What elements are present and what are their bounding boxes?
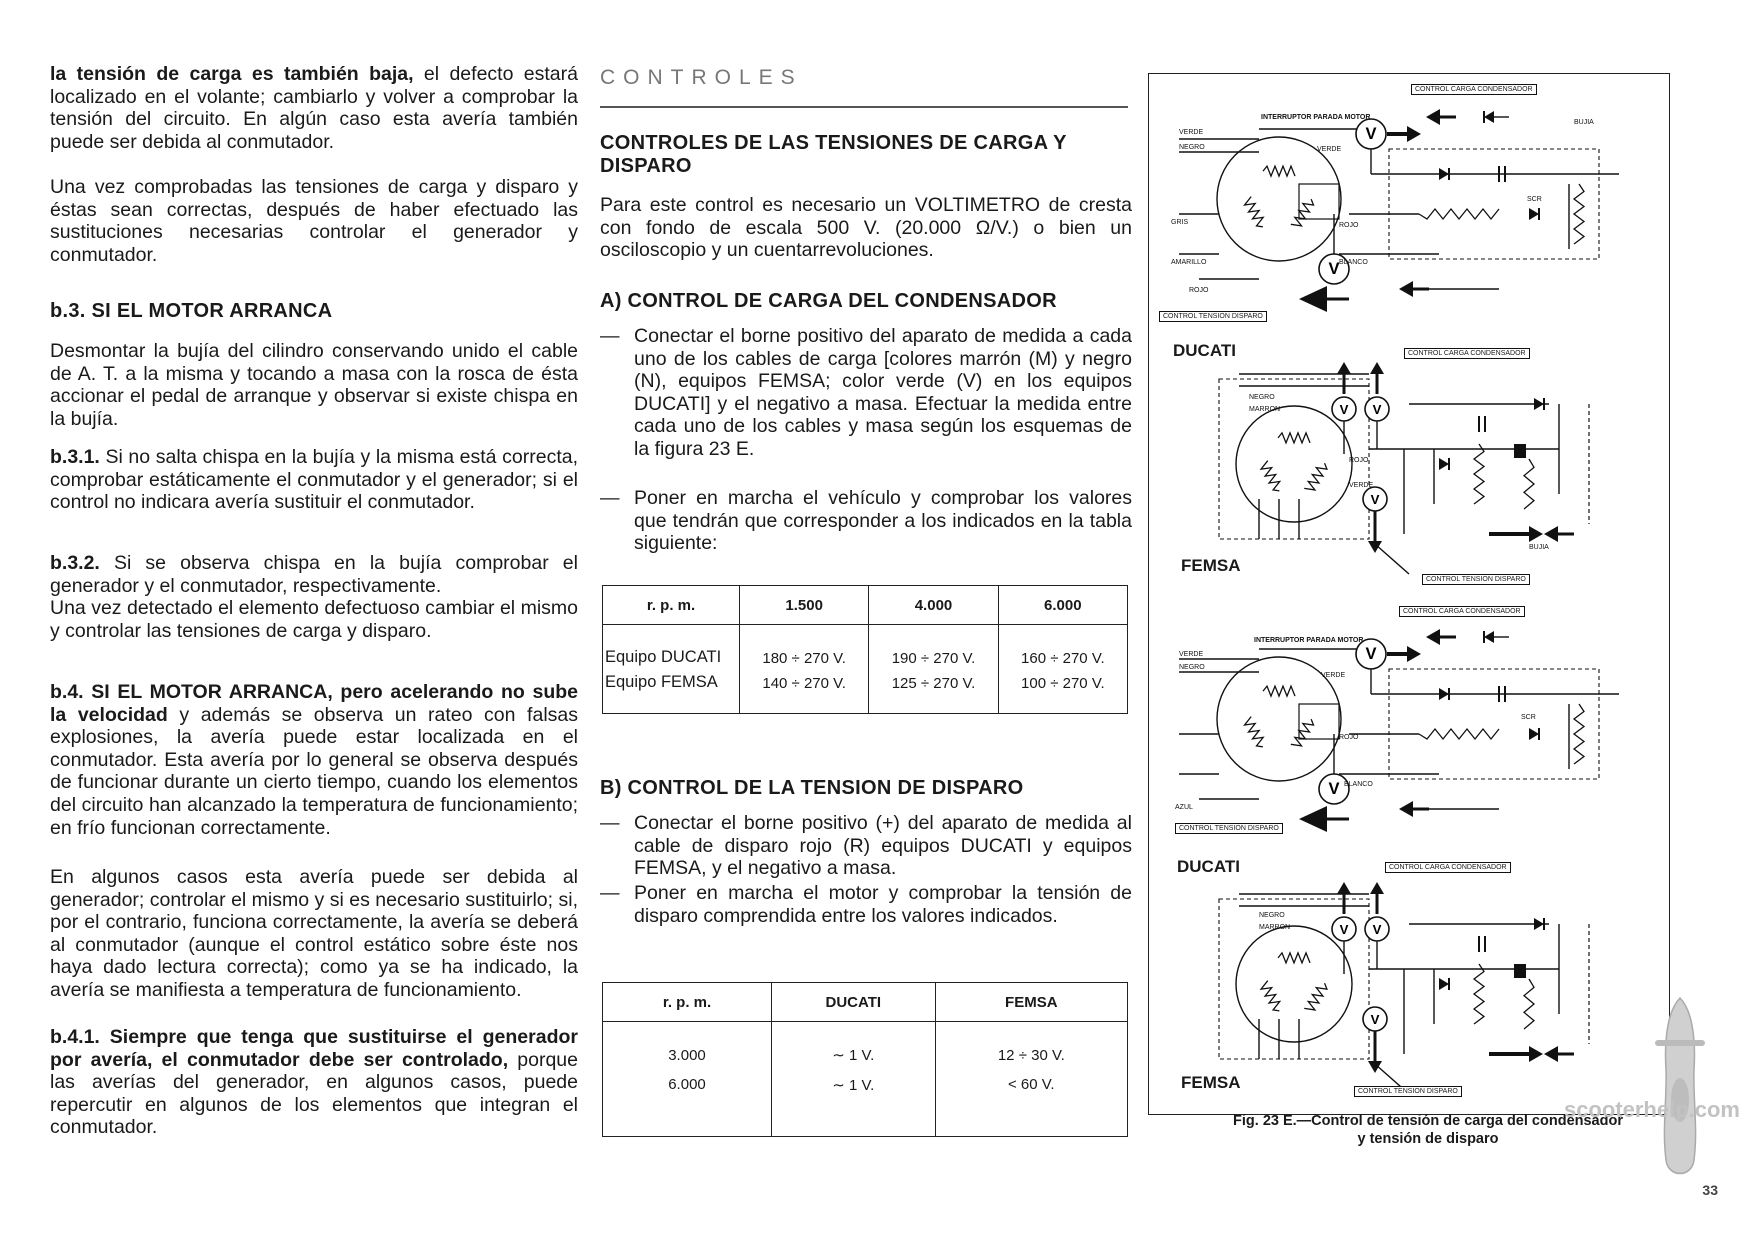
table-cell: 180 ÷ 270 V.	[740, 625, 869, 668]
voltmeter-label: V	[1370, 492, 1380, 507]
arrow-icon	[1544, 1046, 1558, 1062]
diode-icon	[1439, 458, 1449, 470]
voltmeter-label: V	[1328, 780, 1340, 798]
list-item-conectar-disparo: — Conectar el borne positivo (+) del aparato de medida al cable de disparo rojo (R) equipos DUCATI y equipos FEMSA, y el negativo a masa.	[600, 812, 1132, 880]
coil-icon	[1263, 166, 1295, 176]
coil-icon	[1474, 444, 1484, 504]
wire-label: VERDE	[1179, 651, 1204, 658]
table-cell: 12 ÷ 30 V.	[935, 1022, 1127, 1065]
coil-icon	[1304, 981, 1329, 1014]
table-row	[603, 625, 1128, 668]
caption-line-2: y tensión de disparo	[1357, 1131, 1499, 1147]
voltmeter-label: V	[1370, 1012, 1380, 1027]
coil-icon	[1243, 717, 1268, 750]
coil-icon	[1574, 704, 1584, 764]
table-cell: 190 ÷ 270 V.	[869, 625, 998, 668]
heading-control-carga: A) CONTROL DE CARGA DEL CONDENSADOR	[600, 290, 1057, 312]
paragraph-b41: b.4.1. Siempre que tenga que sustituirse el generador por avería, el conmutador debe ser controlado, porque las averías del generador, en algunos casos, puede repercutir en algunos de los elementos que integran el conmutador.	[50, 1026, 578, 1139]
table-header-cell: 4.000	[869, 586, 998, 625]
table-header-cell: r. p. m.	[603, 983, 772, 1022]
box-control-disparo-2: CONTROL TENSION DISPARO	[1422, 574, 1530, 585]
scooter-logo-icon	[1650, 990, 1710, 1190]
list-item-conectar-carga: — Conectar el borne positivo del aparato de medida a cada uno de los cables de carga [colores marrón (M) y negro (N), equipos FEMSA; color verde (V) en los equipos DUCATI] y el negativo a masa. Efectuar la medida entre cada uno de los cables y masa según los esquemas de la figura 23 E.	[600, 325, 1132, 460]
coil-icon	[1574, 184, 1584, 244]
wire-label: VERDE	[1179, 129, 1204, 136]
table-cell: 160 ÷ 270 V.	[998, 625, 1127, 668]
voltmeter-label: V	[1339, 922, 1349, 937]
arrow-icon	[1529, 1046, 1543, 1062]
wire-label: BLANCO	[1339, 259, 1368, 266]
table-header-row	[603, 586, 1128, 625]
box-control-carga-4: CONTROL CARGA CONDENSADOR	[1385, 862, 1511, 873]
arrow-icon	[1426, 109, 1440, 125]
paragraph-b4: b.4. SI EL MOTOR ARRANCA, pero acelerando no sube la velocidad y además se observa un rateo con falsas explosiones, la avería puede estar localizada en el conmutador. Esta avería por lo general se observa después de funcionar durante un cierto tiempo, cuando los elementos del circuito han alcanzado la temperatura de funcionamiento; en frío funcionan correctamente.	[50, 681, 578, 839]
wire-label: VERDE	[1317, 146, 1342, 153]
table-cell: 100 ÷ 270 V.	[998, 667, 1127, 714]
diode-icon	[1529, 728, 1539, 740]
wire-label: VERDE	[1321, 672, 1346, 679]
pickup-icon	[1299, 184, 1339, 219]
label-interruptor-1: INTERRUPTOR PARADA MOTOR	[1261, 114, 1371, 121]
voltmeter-label: V	[1339, 402, 1349, 417]
table-header-cell: r. p. m.	[603, 586, 740, 625]
voltmeter-label: V	[1365, 125, 1377, 143]
heading-controles-tensiones: CONTROLES DE LAS TENSIONES DE CARGA Y DISPARO	[600, 132, 1067, 177]
diode-icon	[1439, 978, 1449, 990]
heading-b3: b.3. SI EL MOTOR ARRANCA	[50, 300, 333, 322]
table-cell: ∼ 1 V.	[772, 1064, 936, 1137]
coil-icon	[1524, 459, 1534, 509]
coil-icon	[1243, 197, 1268, 230]
coil-icon	[1304, 461, 1329, 494]
table-cell: ∼ 1 V.	[772, 1022, 936, 1065]
table-row	[603, 1022, 1128, 1065]
arrow-icon	[1368, 1061, 1382, 1073]
label-bujia-1: BUJIA	[1574, 119, 1594, 126]
table-header-cell: DUCATI	[772, 983, 936, 1022]
arrow-icon	[1337, 362, 1351, 374]
box-control-carga-2: CONTROL CARGA CONDENSADOR	[1404, 348, 1530, 359]
box-control-carga-3: CONTROL CARGA CONDENSADOR	[1399, 606, 1525, 617]
wire-label: GRIS	[1171, 219, 1189, 226]
table-cell: 125 ÷ 270 V.	[869, 667, 998, 714]
arrow-icon	[1399, 281, 1413, 297]
paragraph-after-check: Una vez comprobadas las tensiones de carga y disparo y éstas sean correctas, después de haber efectuado las sustituciones necesarias controlar el generador y conmutador.	[50, 176, 578, 266]
voltmeter-label: V	[1365, 645, 1377, 663]
wire-label: NEGRO	[1259, 912, 1285, 919]
arrow-icon	[1407, 646, 1421, 662]
table-row	[603, 667, 1128, 714]
table-header-cell: 6.000	[998, 586, 1127, 625]
coil-icon	[1419, 729, 1499, 739]
wire-label: ROJO	[1339, 222, 1359, 229]
table-cell: 140 ÷ 270 V.	[740, 667, 869, 714]
arrow-icon	[1337, 882, 1351, 894]
figure-23e-frame	[1148, 73, 1670, 1115]
label-interruptor-3: INTERRUPTOR PARADA MOTOR	[1254, 637, 1364, 644]
coil-icon	[1259, 461, 1284, 494]
coil-icon	[1278, 953, 1310, 963]
table-cell: 6.000	[603, 1064, 772, 1137]
stator-icon	[1217, 137, 1341, 261]
pickup-icon	[1299, 704, 1339, 739]
heading-control-disparo: B) CONTROL DE LA TENSION DE DISPARO	[600, 777, 1024, 799]
table-cell: Equipo FEMSA	[603, 667, 740, 714]
wire-label: BLANCO	[1344, 781, 1373, 788]
coil-icon	[1291, 717, 1316, 750]
page-number: 33	[1702, 1182, 1718, 1198]
scr-icon	[1514, 964, 1526, 978]
wire-label: AMARILLO	[1171, 259, 1207, 266]
arrow-icon	[1544, 526, 1558, 542]
coil-icon	[1419, 209, 1499, 219]
table-cell: 3.000	[603, 1022, 772, 1065]
arrow-icon	[1399, 801, 1413, 817]
wire-label: VERDE	[1349, 482, 1374, 489]
scr-icon	[1514, 444, 1526, 458]
label-scr-3: SCR	[1521, 714, 1536, 721]
coil-icon	[1263, 686, 1295, 696]
coil-icon	[1259, 981, 1284, 1014]
table-header-row	[603, 983, 1128, 1022]
stator-icon	[1236, 926, 1352, 1042]
arrow-icon	[1368, 541, 1382, 553]
wire-label: MARRON	[1249, 406, 1281, 413]
coil-icon	[1304, 461, 1329, 494]
box-control-carga-1: CONTROL CARGA CONDENSADOR	[1411, 84, 1537, 95]
coil-icon	[1278, 433, 1310, 443]
paragraph-b32: b.3.2. Si se observa chispa en la bujía comprobar el generador y el conmutador, respectivamente.	[50, 552, 578, 597]
caption-line-1: Fig. 23 E.—Control de tensión de carga del condensador	[1233, 1113, 1623, 1129]
watermark-scooterhelp: scooterhelp.com	[1563, 1097, 1740, 1122]
list-item-comprobar-disparo: — Poner en marcha el motor y comprobar la tensión de disparo comprendida entre los valores indicados.	[600, 882, 1132, 927]
wire-label: AZUL	[1175, 804, 1193, 811]
arrow-icon	[1370, 362, 1384, 374]
arrow-icon	[1299, 286, 1327, 312]
schematic-line	[1375, 544, 1409, 574]
label-scr-1: SCR	[1527, 196, 1542, 203]
box-control-disparo-4: CONTROL TENSION DISPARO	[1354, 1086, 1462, 1097]
coil-icon	[1243, 717, 1268, 750]
wire-label: MARRON	[1259, 924, 1291, 931]
label-femsa-2: FEMSA	[1181, 1073, 1241, 1092]
paragraph-defect-flywheel: la tensión de carga es también baja, el defecto estará localizado en el volante; cambiarlo y volver a comprobar la tensión del circuito. En algún caso esta avería también puede ser debida al conmutador.	[50, 63, 578, 153]
module-box	[1389, 149, 1599, 259]
table-header-cell: FEMSA	[935, 983, 1127, 1022]
coil-icon	[1278, 433, 1310, 443]
wire-label: ROJO	[1349, 457, 1369, 464]
wire-label: NEGRO	[1179, 664, 1205, 671]
section-title: CONTROLES	[600, 66, 803, 89]
label-ducati-2: DUCATI	[1177, 857, 1240, 876]
coil-icon	[1263, 166, 1295, 176]
coil-icon	[1259, 981, 1284, 1014]
paragraph-b4-generator: En algunos casos esta avería puede ser debida al generador; controlar el mismo y si es necesario sustituirlo; si, por el contrario, funciona correctamente, la avería se deberá al conmutador (aunque el control estático sobre éste nos haya dado lectura correcta); como ya se ha indicado, la avería se manifiesta a temperatura de funcionamiento.	[50, 866, 578, 1001]
voltmeter-label: V	[1328, 260, 1340, 278]
list-item-poner-marcha: — Poner en marcha el vehículo y comprobar los valores que tendrán que corresponder a los indicados en la tabla siguiente:	[600, 487, 1132, 555]
coil-icon	[1291, 197, 1316, 230]
table-cell: Equipo DUCATI	[603, 625, 740, 668]
label-bujia-2: BUJIA	[1529, 544, 1549, 551]
table-cell: < 60 V.	[935, 1064, 1127, 1137]
coil-icon	[1259, 461, 1284, 494]
diode-icon	[1439, 168, 1449, 180]
arrow-icon	[1370, 882, 1384, 894]
coil-icon	[1263, 686, 1295, 696]
wire-label: ROJO	[1189, 287, 1209, 294]
voltmeter-label: V	[1372, 402, 1382, 417]
wire-label: ROJO	[1339, 734, 1359, 741]
wire-label: NEGRO	[1179, 144, 1205, 151]
coil-icon	[1304, 981, 1329, 1014]
arrow-icon	[1299, 806, 1327, 832]
table-row	[603, 1064, 1128, 1137]
diode-icon	[1529, 208, 1539, 220]
arrow-icon	[1529, 526, 1543, 542]
diode-icon	[1439, 688, 1449, 700]
stator-icon	[1236, 406, 1352, 522]
arrow-icon	[1426, 629, 1440, 645]
diode-icon	[1484, 111, 1494, 123]
wiring-diagrams	[1149, 74, 1669, 1114]
paragraph-b3: Desmontar la bujía del cilindro conservando unido el cable de A. T. a la misma y tocando a masa con la rosca de ésta accionar el pedal de arranque y observar si existe chispa en la bujía.	[50, 340, 578, 430]
coil-icon	[1278, 953, 1310, 963]
wire-label: NEGRO	[1249, 394, 1275, 401]
paragraph-voltimetro: Para este control es necesario un VOLTIMETRO de cresta con fondo de escala 500 V. (20.000 Ω/V.) o bien un osciloscopio y un cuentarrevoluciones.	[600, 194, 1132, 262]
label-ducati-1: DUCATI	[1173, 341, 1236, 360]
section-rule	[600, 106, 1128, 108]
coil-icon	[1474, 964, 1484, 1024]
arrow-icon	[1407, 126, 1421, 142]
module-box	[1389, 669, 1599, 779]
table-header-cell: 1.500	[740, 586, 869, 625]
coil-icon	[1291, 197, 1316, 230]
label-femsa-1: FEMSA	[1181, 556, 1241, 575]
box-control-disparo-1: CONTROL TENSION DISPARO	[1159, 311, 1267, 322]
table-tension-disparo	[602, 982, 1128, 1137]
coil-icon	[1243, 197, 1268, 230]
diode-icon	[1484, 631, 1494, 643]
table-tension-carga	[602, 585, 1128, 714]
voltmeter-label: V	[1372, 922, 1382, 937]
coil-icon	[1291, 717, 1316, 750]
paragraph-b31: b.3.1. Si no salta chispa en la bujía y la misma está correcta, comprobar estáticamente el conmutador y el generador; si el control no indicara avería sustituir el conmutador.	[50, 446, 578, 514]
coil-icon	[1524, 979, 1534, 1029]
paragraph-b32-continued: Una vez detectado el elemento defectuoso cambiar el mismo y controlar las tensiones de carga y disparo.	[50, 597, 578, 642]
box-control-disparo-3: CONTROL TENSION DISPARO	[1175, 823, 1283, 834]
